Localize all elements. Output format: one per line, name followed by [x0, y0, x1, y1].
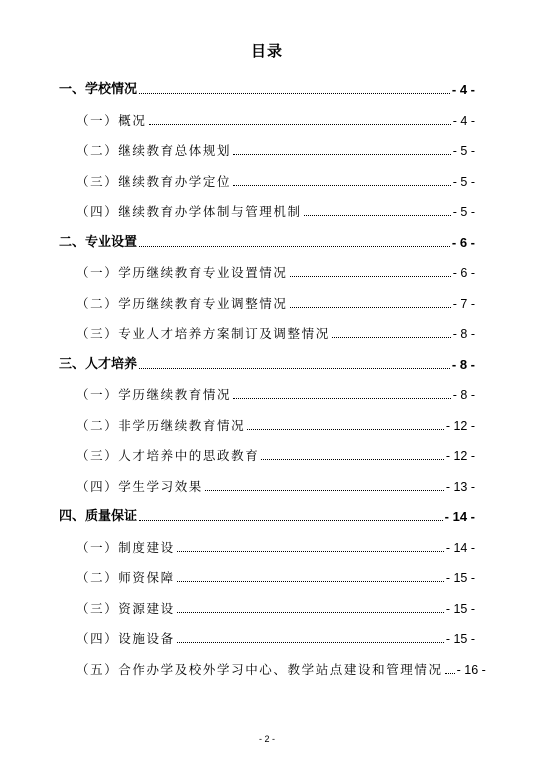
dot-leader [139, 93, 450, 94]
page-title: 目录 [250, 42, 283, 60]
toc-entry-page-number: - 6 - [452, 266, 475, 280]
dot-leader [177, 551, 444, 552]
toc-entry-label: 三、人才培养 [59, 357, 138, 372]
dot-leader [177, 612, 444, 613]
toc-entry-label: 二、专业设置 [59, 235, 138, 250]
toc-entry-label: （四）设施设备 [76, 631, 175, 646]
toc-entry-label: 一、学校情况 [59, 82, 138, 97]
toc-entry-label: （三）人才培养中的思政教育 [76, 448, 260, 463]
toc-entry-label: （二）学历继续教育专业调整情况 [76, 296, 288, 311]
toc-subsection-entry[interactable] [59, 566, 475, 586]
toc-entry-page-number: - 16 - [456, 663, 486, 677]
dot-leader [233, 154, 451, 155]
toc-entry-label: （三）专业人才培养方案制订及调整情况 [76, 326, 330, 341]
toc-subsection-entry[interactable] [59, 139, 475, 159]
toc-subsection-entry[interactable] [59, 536, 475, 556]
toc-entry-page-number: - 5 - [452, 144, 475, 158]
toc-subsection-entry[interactable] [59, 109, 475, 129]
toc-entry-page-number: - 12 - [445, 449, 475, 463]
toc-subsection-entry[interactable] [59, 383, 475, 403]
toc-entry-label: （一）概况 [76, 113, 147, 128]
toc-subsection-entry[interactable] [59, 627, 475, 647]
toc-subsection-entry[interactable] [59, 322, 475, 342]
toc-entry-label: （四）继续教育办学体制与管理机制 [76, 204, 302, 219]
dot-leader [233, 398, 451, 399]
toc-entry-page-number: - 14 - [445, 541, 475, 555]
dot-leader [205, 490, 444, 491]
toc-subsection-entry[interactable] [59, 658, 486, 678]
toc-entry-label: （二）非学历继续教育情况 [76, 418, 246, 433]
toc-entry-page-number: - 15 - [445, 602, 475, 616]
toc-entry-page-number: - 15 - [445, 632, 475, 646]
toc-entry-label: （五）合作办学及校外学习中心、教学站点建设和管理情况 [76, 662, 443, 677]
dot-leader [139, 246, 450, 247]
dot-leader [233, 185, 451, 186]
toc-entry-label: 四、质量保证 [59, 509, 138, 524]
toc-entry-label: （一）学历继续教育情况 [76, 387, 232, 402]
toc-entry-page-number: - 4 - [452, 114, 475, 128]
toc-entry-label: （四）学生学习效果 [76, 479, 203, 494]
dot-leader [261, 459, 444, 460]
toc-entry-page-number: - 8 - [452, 327, 475, 341]
dot-leader [139, 368, 450, 369]
dot-leader [247, 429, 444, 430]
toc-entry-page-number: - 5 - [452, 205, 475, 219]
toc-entry-label: （二）继续教育总体规划 [76, 143, 232, 158]
toc-section-entry[interactable] [59, 353, 475, 373]
toc-entry-label: （三）继续教育办学定位 [76, 174, 232, 189]
dot-leader [177, 642, 444, 643]
dot-leader [290, 276, 451, 277]
toc-entry-page-number: - 14 - [444, 509, 475, 524]
toc-subsection-entry[interactable] [59, 170, 475, 190]
dot-leader [332, 337, 451, 338]
toc-entry-page-number: - 15 - [445, 571, 475, 585]
toc-entry-label: （三）资源建设 [76, 601, 175, 616]
toc-entry-label: （一）制度建设 [76, 540, 175, 555]
toc-section-entry[interactable] [59, 231, 475, 251]
dot-leader [139, 520, 443, 521]
toc-subsection-entry[interactable] [59, 261, 475, 281]
toc-entry-page-number: - 8 - [451, 357, 475, 372]
toc-section-entry[interactable] [59, 78, 475, 98]
toc-subsection-entry[interactable] [59, 414, 475, 434]
toc-subsection-entry[interactable] [59, 597, 475, 617]
dot-leader [445, 673, 455, 674]
page-number: - 2 - [258, 734, 275, 744]
dot-leader [290, 307, 451, 308]
toc-entry-label: （二）师资保障 [76, 570, 175, 585]
toc-entry-page-number: - 13 - [445, 480, 475, 494]
toc-subsection-entry[interactable] [59, 292, 475, 312]
toc-entry-page-number: - 6 - [451, 235, 475, 250]
toc-section-entry[interactable] [59, 505, 475, 525]
toc-entry-page-number: - 4 - [451, 82, 475, 97]
toc-subsection-entry[interactable] [59, 475, 475, 495]
dot-leader [304, 215, 451, 216]
toc-entry-page-number: - 5 - [452, 175, 475, 189]
dot-leader [149, 124, 451, 125]
toc-subsection-entry[interactable] [59, 200, 475, 220]
dot-leader [177, 581, 444, 582]
toc-entry-page-number: - 12 - [445, 419, 475, 433]
toc-subsection-entry[interactable] [59, 444, 475, 464]
toc-entry-page-number: - 7 - [452, 297, 475, 311]
toc-entry-page-number: - 8 - [452, 388, 475, 402]
toc-entry-label: （一）学历继续教育专业设置情况 [76, 265, 288, 280]
